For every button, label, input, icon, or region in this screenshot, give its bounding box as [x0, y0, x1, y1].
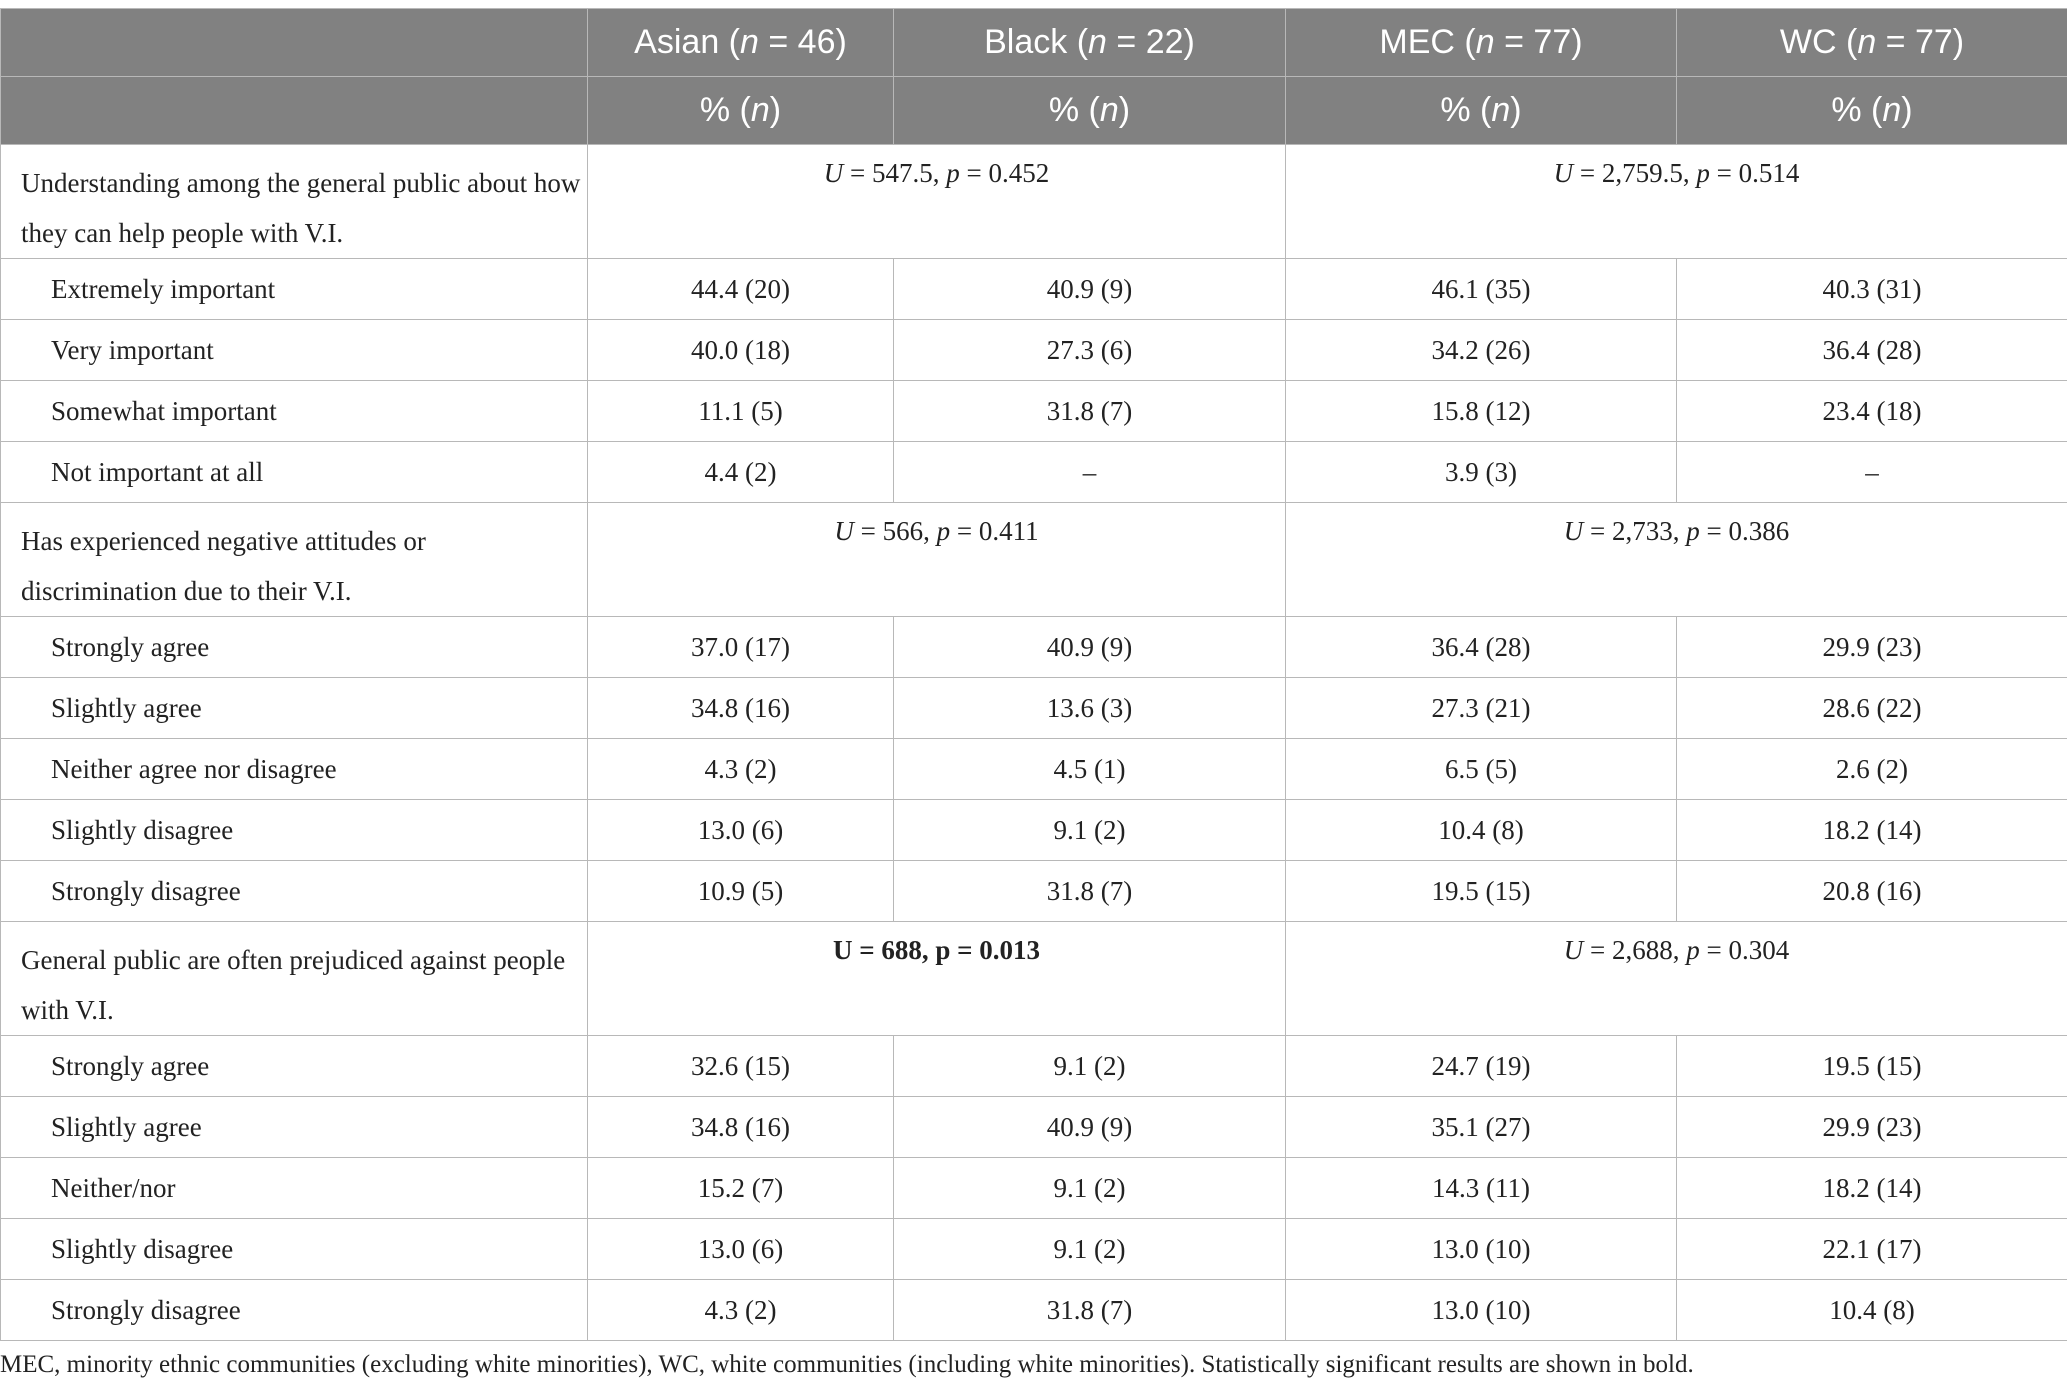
- cell-wc: 18.2 (14): [1677, 1158, 2067, 1219]
- cell-wc: 29.9 (23): [1677, 1097, 2067, 1158]
- row-label: Extremely important: [1, 259, 588, 320]
- cell-black: 40.9 (9): [894, 1097, 1286, 1158]
- header-row-groups: [1, 9, 2067, 77]
- table-row: [1, 1097, 2067, 1158]
- table-row: [1, 861, 2067, 922]
- stat-asian-vs-black-significant: U = 688, p = 0.013: [588, 922, 1286, 1036]
- row-label: Somewhat important: [1, 381, 588, 442]
- cell-wc: 28.6 (22): [1677, 678, 2067, 739]
- table-row: [1, 800, 2067, 861]
- cell-mec: 10.4 (8): [1286, 800, 1677, 861]
- stat-mec-vs-wc: U = 2,759.5, p = 0.514: [1286, 145, 2067, 259]
- table-row: [1, 1158, 2067, 1219]
- stat-mec-vs-wc: U = 2,733, p = 0.386: [1286, 503, 2067, 617]
- cell-black: 31.8 (7): [894, 1280, 1286, 1341]
- row-label: Neither/nor: [1, 1158, 588, 1219]
- table-footnote: MEC, minority ethnic communities (excluding white minorities), WC, white communities (including white minorities). Statistically significant results are shown in bold.: [0, 1351, 1694, 1378]
- cell-mec: 36.4 (28): [1286, 617, 1677, 678]
- cell-mec: 19.5 (15): [1286, 861, 1677, 922]
- row-label: Strongly disagree: [1, 1280, 588, 1341]
- cell-asian: 34.8 (16): [588, 678, 894, 739]
- table-row: [1, 320, 2067, 381]
- header-unit: % (n): [1286, 77, 1677, 145]
- cell-mec: 13.0 (10): [1286, 1219, 1677, 1280]
- cell-asian: 13.0 (6): [588, 1219, 894, 1280]
- row-label: Slightly disagree: [1, 1219, 588, 1280]
- cell-asian: 37.0 (17): [588, 617, 894, 678]
- cell-wc: 36.4 (28): [1677, 320, 2067, 381]
- header-corner: [1, 9, 588, 77]
- cell-wc: 18.2 (14): [1677, 800, 2067, 861]
- row-label: Not important at all: [1, 442, 588, 503]
- results-table: [0, 8, 2067, 1341]
- table-row: [1, 442, 2067, 503]
- row-label: Strongly agree: [1, 617, 588, 678]
- table-row: [1, 259, 2067, 320]
- stat-asian-vs-black: U = 566, p = 0.411: [588, 503, 1286, 617]
- header-group-black: Black (n = 22): [894, 9, 1286, 77]
- cell-asian: 4.3 (2): [588, 739, 894, 800]
- table-row: [1, 1219, 2067, 1280]
- row-label: Strongly agree: [1, 1036, 588, 1097]
- row-label: Slightly agree: [1, 1097, 588, 1158]
- table-row: [1, 678, 2067, 739]
- table-row: [1, 1280, 2067, 1341]
- section-row-negative-attitudes: [1, 503, 2067, 617]
- cell-asian: 4.4 (2): [588, 442, 894, 503]
- cell-wc: 19.5 (15): [1677, 1036, 2067, 1097]
- cell-mec: 14.3 (11): [1286, 1158, 1677, 1219]
- header-group-wc: WC (n = 77): [1677, 9, 2067, 77]
- header-unit: % (n): [588, 77, 894, 145]
- cell-asian: 15.2 (7): [588, 1158, 894, 1219]
- cell-mec: 15.8 (12): [1286, 381, 1677, 442]
- cell-black: 40.9 (9): [894, 259, 1286, 320]
- cell-asian: 11.1 (5): [588, 381, 894, 442]
- cell-black: 9.1 (2): [894, 1036, 1286, 1097]
- section-row-public-understanding: [1, 145, 2067, 259]
- cell-asian: 4.3 (2): [588, 1280, 894, 1341]
- header-unit: % (n): [894, 77, 1286, 145]
- cell-black: 13.6 (3): [894, 678, 1286, 739]
- cell-asian: 10.9 (5): [588, 861, 894, 922]
- cell-asian: 44.4 (20): [588, 259, 894, 320]
- cell-black: 27.3 (6): [894, 320, 1286, 381]
- cell-wc: 20.8 (16): [1677, 861, 2067, 922]
- row-label: Very important: [1, 320, 588, 381]
- cell-mec: 34.2 (26): [1286, 320, 1677, 381]
- cell-asian: 40.0 (18): [588, 320, 894, 381]
- row-label: Slightly disagree: [1, 800, 588, 861]
- section-title: Has experienced negative attitudes or discrimination due to their V.I.: [1, 503, 588, 617]
- cell-mec: 24.7 (19): [1286, 1036, 1677, 1097]
- cell-black: –: [894, 442, 1286, 503]
- cell-mec: 13.0 (10): [1286, 1280, 1677, 1341]
- header-group-mec: MEC (n = 77): [1286, 9, 1677, 77]
- cell-black: 4.5 (1): [894, 739, 1286, 800]
- row-label: Slightly agree: [1, 678, 588, 739]
- stat-asian-vs-black: U = 547.5, p = 0.452: [588, 145, 1286, 259]
- header-group-asian: Asian (n = 46): [588, 9, 894, 77]
- table-row: [1, 1036, 2067, 1097]
- cell-mec: 3.9 (3): [1286, 442, 1677, 503]
- cell-black: 9.1 (2): [894, 800, 1286, 861]
- stat-mec-vs-wc: U = 2,688, p = 0.304: [1286, 922, 2067, 1036]
- section-title: Understanding among the general public about how they can help people with V.I.: [1, 145, 588, 259]
- cell-mec: 46.1 (35): [1286, 259, 1677, 320]
- section-title: General public are often prejudiced against people with V.I.: [1, 922, 588, 1036]
- cell-black: 40.9 (9): [894, 617, 1286, 678]
- cell-black: 9.1 (2): [894, 1158, 1286, 1219]
- cell-mec: 27.3 (21): [1286, 678, 1677, 739]
- table-row: [1, 739, 2067, 800]
- cell-asian: 13.0 (6): [588, 800, 894, 861]
- cell-black: 31.8 (7): [894, 381, 1286, 442]
- row-label: Neither agree nor disagree: [1, 739, 588, 800]
- cell-asian: 32.6 (15): [588, 1036, 894, 1097]
- row-label: Strongly disagree: [1, 861, 588, 922]
- header-unit: % (n): [1677, 77, 2067, 145]
- cell-wc: 40.3 (31): [1677, 259, 2067, 320]
- cell-wc: 2.6 (2): [1677, 739, 2067, 800]
- cell-mec: 35.1 (27): [1286, 1097, 1677, 1158]
- header-row-units: [1, 77, 2067, 145]
- cell-wc: 23.4 (18): [1677, 381, 2067, 442]
- header-corner-2: [1, 77, 588, 145]
- cell-black: 31.8 (7): [894, 861, 1286, 922]
- cell-wc: 10.4 (8): [1677, 1280, 2067, 1341]
- table-row: [1, 617, 2067, 678]
- table-row: [1, 381, 2067, 442]
- cell-wc: –: [1677, 442, 2067, 503]
- cell-asian: 34.8 (16): [588, 1097, 894, 1158]
- cell-black: 9.1 (2): [894, 1219, 1286, 1280]
- cell-wc: 29.9 (23): [1677, 617, 2067, 678]
- cell-mec: 6.5 (5): [1286, 739, 1677, 800]
- section-row-prejudice: [1, 922, 2067, 1036]
- cell-wc: 22.1 (17): [1677, 1219, 2067, 1280]
